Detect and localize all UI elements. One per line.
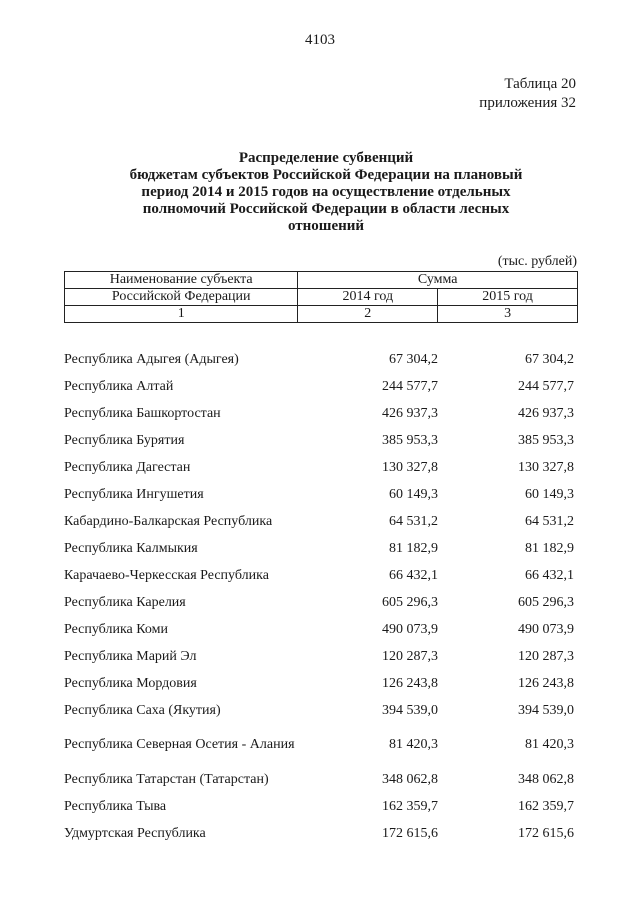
region-name: Республика Алтай	[64, 378, 174, 394]
region-name: Республика Коми	[64, 621, 168, 637]
region-name: Удмуртская Республика	[64, 825, 206, 841]
region-name: Карачаево-Черкесская Республика	[64, 567, 269, 583]
table-row	[64, 697, 578, 724]
value-2015: 426 937,3	[518, 405, 574, 421]
table-reference-line1: Таблица 20	[504, 76, 576, 92]
value-2014: 385 953,3	[382, 432, 438, 448]
region-name: Республика Карелия	[64, 594, 186, 610]
value-2014: 66 432,1	[389, 567, 438, 583]
title-line: период 2014 и 2015 годов на осуществление отдельных	[141, 184, 511, 200]
value-2015: 385 953,3	[518, 432, 574, 448]
value-2014: 394 539,0	[382, 702, 438, 718]
value-2014: 67 304,2	[389, 351, 438, 367]
table-row	[64, 427, 578, 454]
table-reference	[479, 75, 576, 113]
value-2015: 605 296,3	[518, 594, 574, 610]
title-line: полномочий Российской Федерации в области лесных	[142, 201, 510, 217]
region-name: Республика Ингушетия	[64, 486, 204, 502]
value-2014: 162 359,7	[382, 798, 438, 814]
value-2014: 348 062,8	[382, 771, 438, 787]
table-body	[64, 346, 578, 847]
value-2014: 60 149,3	[389, 486, 438, 502]
value-2014: 426 937,3	[382, 405, 438, 421]
value-2015: 126 243,8	[518, 675, 574, 691]
value-2015: 394 539,0	[518, 702, 574, 718]
region-name: Республика Башкортостан	[64, 405, 221, 421]
header-name-line1: Наименование субъекта	[109, 272, 253, 287]
region-name: Республика Калмыкия	[64, 540, 198, 556]
value-2014: 490 073,9	[382, 621, 438, 637]
value-2014: 81 420,3	[389, 737, 438, 752]
value-2015: 130 327,8	[518, 459, 574, 475]
value-2014: 172 615,6	[382, 825, 438, 841]
table-row	[64, 616, 578, 643]
region-name: Кабардино-Балкарская Республика	[64, 513, 273, 529]
value-2015: 172 615,6	[518, 825, 574, 841]
value-2014: 130 327,8	[382, 459, 438, 475]
table-row	[64, 589, 578, 616]
value-2014: 81 182,9	[389, 540, 438, 556]
table-row	[64, 724, 578, 766]
header-year-2014: 2014 год	[298, 289, 438, 306]
header-name-line2: Российской Федерации	[111, 289, 251, 304]
value-2015: 67 304,2	[525, 351, 574, 367]
table-reference-line2: приложения 32	[479, 95, 576, 111]
table-row	[64, 643, 578, 670]
value-2015: 81 182,9	[525, 540, 574, 556]
value-2015: 490 073,9	[518, 621, 574, 637]
value-2014: 64 531,2	[389, 513, 438, 529]
value-2015: 162 359,7	[518, 798, 574, 814]
table-row	[64, 562, 578, 589]
region-name: Республика Северная Осетия - Алания	[64, 737, 295, 752]
value-2015: 64 531,2	[525, 513, 574, 529]
table-row	[64, 793, 578, 820]
table-header	[64, 271, 578, 323]
region-name: Республика Татарстан (Татарстан)	[64, 771, 269, 787]
region-name: Республика Дагестан	[64, 459, 191, 475]
table-row	[64, 481, 578, 508]
header-name-cell	[65, 272, 298, 289]
title-line: отношений	[287, 218, 365, 234]
page-number: 4103	[305, 32, 335, 48]
value-2015: 244 577,7	[518, 378, 574, 394]
region-name: Республика Бурятия	[64, 432, 185, 448]
value-2015: 60 149,3	[525, 486, 574, 502]
header-sum-cell: Сумма	[298, 272, 578, 289]
value-2015: 120 287,3	[518, 648, 574, 664]
table-row	[64, 535, 578, 562]
region-name: Республика Тыва	[64, 798, 167, 814]
table-row	[64, 766, 578, 793]
units-label: (тыс. рублей)	[497, 254, 577, 269]
region-name: Республика Адыгея (Адыгея)	[64, 351, 239, 367]
table-row	[64, 508, 578, 535]
value-2014: 126 243,8	[382, 675, 438, 691]
value-2014: 120 287,3	[382, 648, 438, 664]
value-2015: 348 062,8	[518, 771, 574, 787]
value-2015: 81 420,3	[525, 737, 574, 752]
header-name-cell-2	[65, 289, 298, 306]
header-col-number-2: 2	[298, 306, 438, 323]
region-name: Республика Марий Эл	[64, 648, 197, 664]
header-col-number-1: 1	[65, 306, 298, 323]
table-row	[64, 346, 578, 373]
value-2014: 244 577,7	[382, 378, 438, 394]
table-row	[64, 400, 578, 427]
table-row	[64, 373, 578, 400]
region-name: Республика Саха (Якутия)	[64, 702, 221, 718]
document-title	[96, 150, 556, 235]
header-col-number-3: 3	[438, 306, 578, 323]
table-row	[64, 454, 578, 481]
table-row	[64, 670, 578, 697]
value-2015: 66 432,1	[525, 567, 574, 583]
title-line: Распределение субвенций	[238, 150, 414, 166]
value-2014: 605 296,3	[382, 594, 438, 610]
region-name: Республика Мордовия	[64, 675, 197, 691]
title-line: бюджетам субъектов Российской Федерации на плановый	[129, 167, 523, 183]
header-year-2015: 2015 год	[438, 289, 578, 306]
table-row	[64, 820, 578, 847]
